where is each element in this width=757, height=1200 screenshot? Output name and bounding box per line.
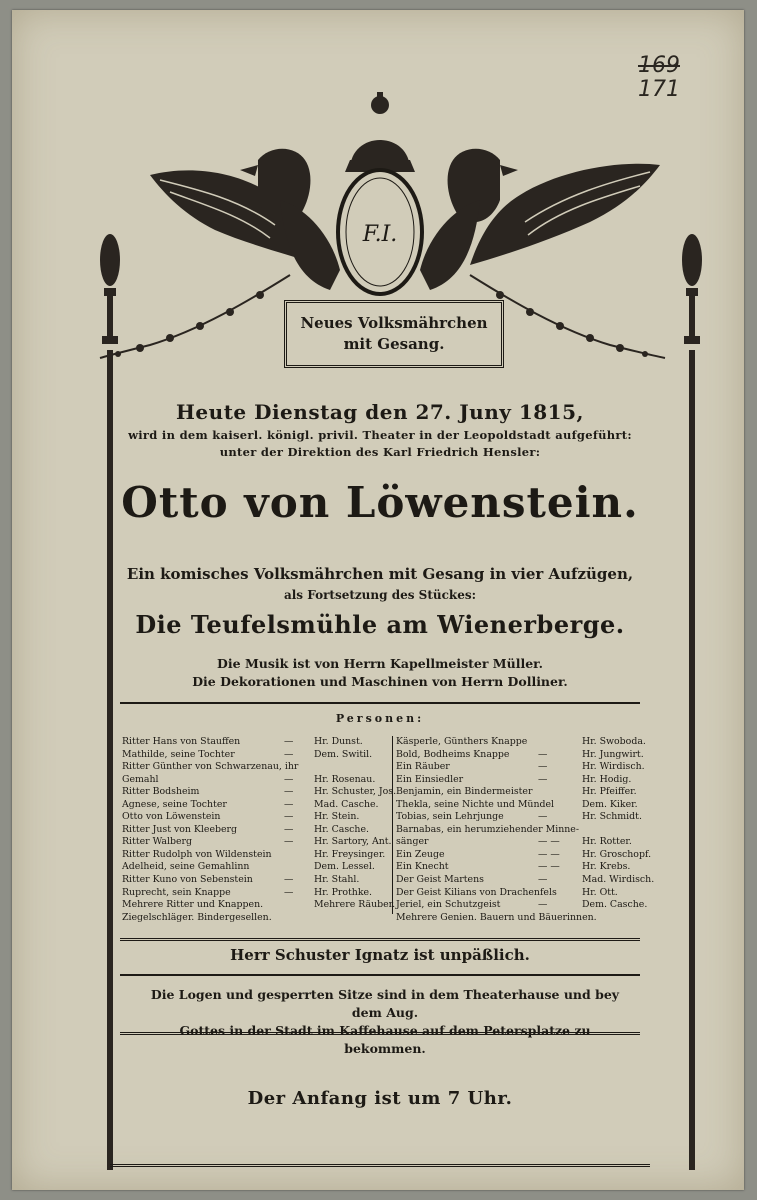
cast-role: Ritter Günther von Schwarzenau, ihr bbox=[122, 761, 299, 773]
subtitle-box bbox=[284, 300, 504, 368]
cast-actor: Hr. Sartory, Ant. bbox=[314, 836, 392, 848]
cast-role: Barnabas, ein herumziehender Minne- bbox=[396, 823, 580, 835]
cast-actor: Hr. Stahl. bbox=[314, 874, 360, 886]
cast-row bbox=[122, 736, 390, 749]
cast-actor: Hr. Krebs. bbox=[582, 861, 631, 873]
cast-actor: Mehrere Räuber. bbox=[314, 899, 396, 911]
cast-row bbox=[396, 736, 660, 749]
cast-actor: Hr. Dunst. bbox=[314, 736, 363, 747]
cast-actor: Dem. Lessel. bbox=[314, 861, 375, 873]
cast-row bbox=[122, 836, 390, 849]
cast-dash: — — bbox=[538, 848, 560, 860]
cast-dash: — bbox=[284, 886, 294, 898]
left-pillar-icon bbox=[98, 220, 122, 1180]
genre-line: Ein komisches Volksmährchen mit Gesang in vier Aufzügen, bbox=[126, 565, 634, 583]
cast-role: Ein Räuber bbox=[396, 761, 450, 773]
archive-number-struck: 169 bbox=[638, 53, 680, 78]
cast-row bbox=[122, 849, 390, 862]
cast-row bbox=[122, 912, 390, 925]
cast-dash: — bbox=[538, 874, 548, 886]
second-title: Die Teufelsmühle am Wienerberge. bbox=[135, 610, 625, 639]
cast-row bbox=[122, 799, 390, 812]
cast-actor: Hr. Wirdisch. bbox=[582, 761, 645, 773]
cast-dash: — bbox=[284, 823, 294, 835]
cast-row bbox=[396, 824, 660, 837]
cast-role: Ritter Hans von Stauffen bbox=[122, 736, 241, 747]
cast-actor: Hr. Jungwirt. bbox=[582, 748, 644, 760]
cast-actor: Hr. Freysinger. bbox=[314, 848, 386, 860]
cast-role: Mathilde, seine Tochter bbox=[122, 748, 235, 760]
cast-dash: — bbox=[284, 836, 294, 848]
cast-role: Ritter Bodsheim bbox=[122, 786, 200, 798]
ticket-info bbox=[140, 986, 630, 1058]
cast-dash: — bbox=[538, 899, 548, 911]
cast-role: Jeriel, ein Schutzgeist bbox=[396, 899, 501, 911]
cast-row bbox=[396, 912, 660, 925]
cast-heading: Personen: bbox=[335, 712, 425, 725]
cast-row bbox=[122, 899, 396, 912]
cast-actor: Hr. Hodig. bbox=[582, 773, 632, 785]
cast-role: Ritter Rudolph von Wildenstein bbox=[122, 848, 272, 860]
cast-actor: Hr. Casche. bbox=[314, 823, 369, 835]
cast-row bbox=[396, 874, 660, 887]
cast-actor: Hr. Prothke. bbox=[314, 886, 373, 898]
cast-row bbox=[396, 861, 660, 874]
cast-role: Ein Zeuge bbox=[396, 848, 445, 860]
cast-dash: — bbox=[538, 773, 548, 785]
cast-row bbox=[396, 887, 660, 900]
notice-line: Herr Schuster Ignatz ist unpäßlich. bbox=[230, 946, 530, 964]
cast-actor: Hr. Groschopf. bbox=[582, 848, 652, 860]
cast-list-right bbox=[396, 736, 660, 924]
cast-list-left bbox=[122, 736, 397, 924]
sequel-line: als Fortsetzung des Stückes: bbox=[283, 588, 477, 602]
right-pillar-icon bbox=[680, 220, 704, 1180]
cast-row bbox=[122, 761, 390, 774]
archive-number-current: 171 bbox=[638, 77, 680, 102]
crest-monogram: F.I. bbox=[362, 222, 398, 247]
cast-row bbox=[396, 899, 660, 912]
cast-role: Ein Einsiedler bbox=[396, 773, 464, 785]
cast-row bbox=[396, 774, 660, 787]
direction-line: unter der Direktion des Karl Friedrich Hensler: bbox=[219, 445, 541, 459]
cast-role: Benjamin, ein Bindermeister bbox=[396, 786, 533, 798]
cast-row bbox=[396, 786, 660, 799]
cast-actor: Hr. Schmidt. bbox=[582, 811, 642, 823]
decor-credit: Die Dekorationen und Maschinen von Herrn Dolliner. bbox=[192, 674, 568, 689]
cast-actor: Hr. Pfeiffer. bbox=[582, 786, 637, 798]
cast-role: Mehrere Genien. Bauern und Bäuerinnen. bbox=[396, 911, 597, 923]
cast-role: Ruprecht, sein Knappe bbox=[122, 886, 231, 898]
cast-actor: Mad. Casche. bbox=[314, 798, 379, 810]
cast-role: Ritter Walberg bbox=[122, 836, 193, 848]
cast-actor: Mad. Wirdisch. bbox=[582, 874, 655, 886]
main-title: Otto von Löwenstein. bbox=[121, 478, 639, 527]
cast-row bbox=[122, 811, 390, 824]
cast-row bbox=[122, 861, 390, 874]
subtitle-line-1: Neues Volksmährchen bbox=[300, 314, 488, 332]
music-credit: Die Musik ist von Herrn Kapellmeister Müller. bbox=[217, 656, 543, 671]
cast-dash: — bbox=[538, 761, 548, 773]
cast-dash: — bbox=[284, 736, 294, 747]
ticket-info-line-2: Gottes in der Stadt im Kaffehause auf dem Petersplatze zu bekommen. bbox=[179, 1023, 591, 1056]
cast-row bbox=[122, 774, 390, 787]
cast-role: Otto von Löwenstein bbox=[122, 811, 221, 823]
cast-actor: Dem. Switil. bbox=[314, 748, 373, 760]
cast-role: Der Geist Kilians von Drachenfels bbox=[396, 886, 557, 898]
venue-line: wird in dem kaiserl. königl. privil. Theater in der Leopoldstadt aufgeführt: bbox=[128, 428, 632, 442]
cast-dash: — bbox=[284, 773, 294, 785]
cast-dash: — bbox=[284, 811, 294, 823]
cast-actor: Hr. Schuster, Jos. bbox=[314, 786, 397, 798]
cast-actor: Hr. Stein. bbox=[314, 811, 360, 823]
cast-dash: — — bbox=[538, 861, 560, 873]
cast-actor: Dem. Kiker. bbox=[582, 798, 638, 810]
cast-role: Ziegelschläger. Bindergesellen. bbox=[122, 911, 272, 923]
start-time-line: Der Anfang ist um 7 Uhr. bbox=[247, 1088, 513, 1109]
rule-footer bbox=[110, 1164, 650, 1167]
cast-role: Ritter Kuno von Sebenstein bbox=[122, 874, 253, 886]
cast-role: Agnese, seine Tochter bbox=[122, 798, 227, 810]
cast-row bbox=[122, 824, 390, 837]
cast-actor: Dem. Casche. bbox=[582, 899, 648, 911]
rule-info-bottom bbox=[120, 1032, 640, 1035]
cast-dash: — bbox=[284, 786, 294, 798]
cast-row bbox=[396, 761, 660, 774]
cast-actor: Hr. Ott. bbox=[582, 886, 618, 898]
cast-row bbox=[122, 749, 390, 762]
rule-cast-bottom bbox=[120, 938, 640, 941]
cast-row bbox=[396, 799, 660, 812]
cast-role: Gemahl bbox=[122, 773, 159, 785]
cast-row bbox=[396, 811, 660, 824]
cast-actor: Hr. Rotter. bbox=[582, 836, 632, 848]
cast-column-divider bbox=[392, 736, 393, 914]
cast-row bbox=[122, 786, 397, 799]
cast-role: sänger bbox=[396, 836, 429, 848]
cast-role: Mehrere Ritter und Knappen. bbox=[122, 899, 264, 911]
cast-role: Ritter Just von Kleeberg bbox=[122, 823, 238, 835]
cast-role: Thekla, seine Nichte und Mündel bbox=[396, 798, 555, 810]
ticket-info-line-1: Die Logen und gesperrten Sitze sind in dem Theaterhause und bey dem Aug. bbox=[150, 987, 620, 1020]
cast-dash: — — bbox=[538, 836, 560, 848]
rule-notice-bottom bbox=[120, 974, 640, 976]
rule-top bbox=[120, 702, 640, 704]
cast-role: Tobias, sein Lehrjunge bbox=[396, 811, 504, 823]
cast-dash: — bbox=[538, 811, 548, 823]
cast-dash: — bbox=[284, 798, 294, 810]
cast-role: Adelheid, seine Gemahlinn bbox=[122, 861, 250, 873]
cast-row bbox=[396, 849, 660, 862]
cast-role: Bold, Bodheims Knappe bbox=[396, 748, 510, 760]
cast-actor: Hr. Swoboda. bbox=[582, 736, 646, 747]
subtitle-line-2: mit Gesang. bbox=[343, 335, 445, 353]
cast-row bbox=[122, 874, 390, 887]
date-line: Heute Dienstag den 27. Juny 1815, bbox=[176, 400, 584, 424]
cast-row bbox=[122, 887, 390, 900]
cast-dash: — bbox=[284, 748, 294, 760]
cast-role: Käsperle, Günthers Knappe bbox=[396, 736, 528, 747]
cast-dash: — bbox=[284, 874, 294, 886]
cast-row bbox=[396, 749, 660, 762]
cast-role: Der Geist Martens bbox=[396, 874, 484, 886]
cast-role: Ein Knecht bbox=[396, 861, 449, 873]
cast-actor: Hr. Rosenau. bbox=[314, 773, 376, 785]
cast-dash: — bbox=[538, 748, 548, 760]
cast-row bbox=[396, 836, 660, 849]
